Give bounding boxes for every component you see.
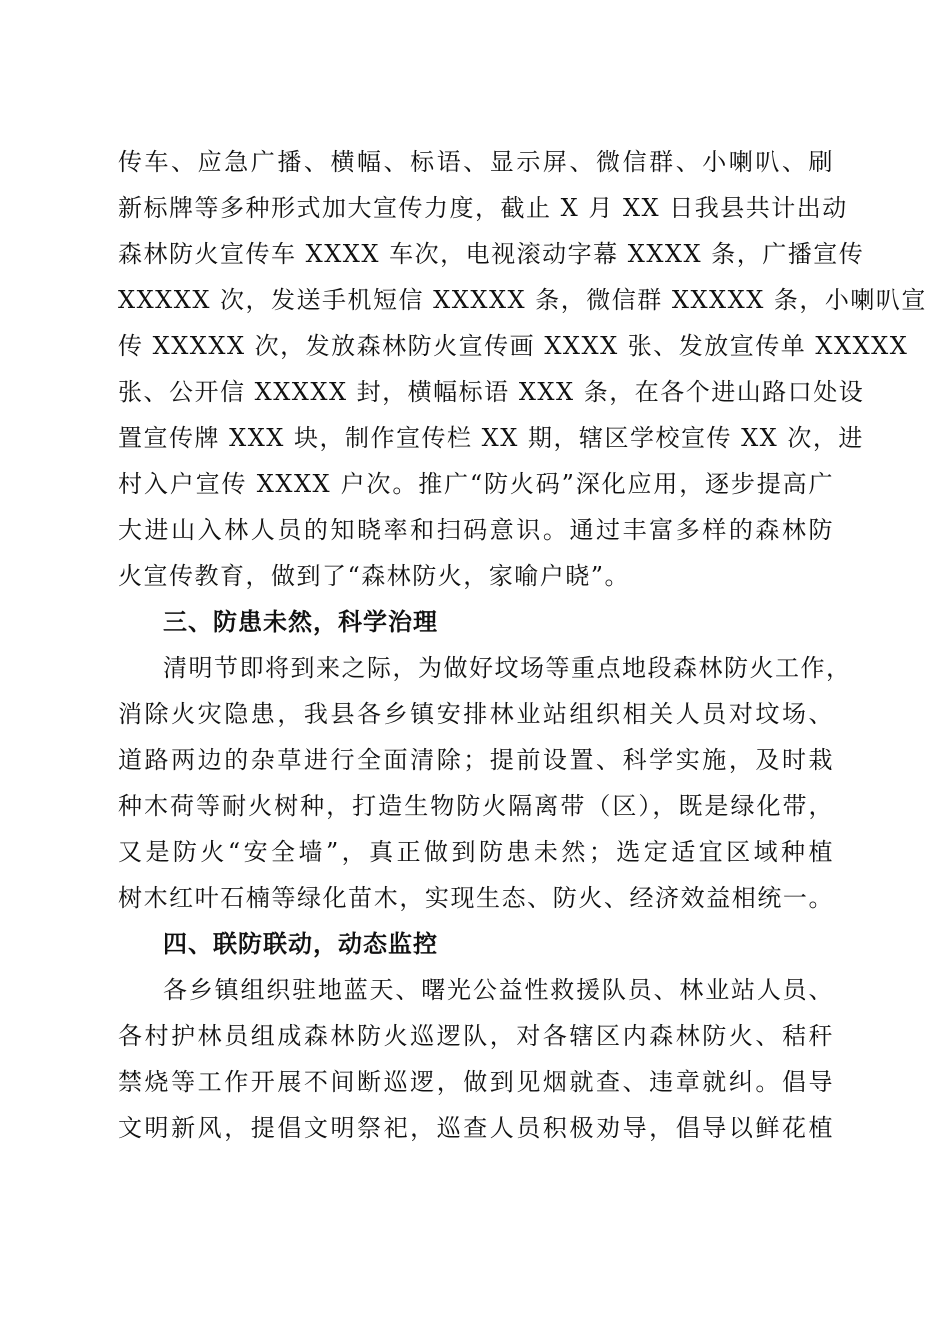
body-text-line: 道路两边的杂草进行全面清除；提前设置、科学实施，及时栽 [118, 746, 834, 774]
body-text-line: 传 XXXXX 次，发放森林防火宣传画 XXXX 张、发放宣传单 XXXXX [118, 332, 909, 360]
body-text-line: 村入户宣传 XXXX 户次。推广“防火码”深化应用，逐步提高广 [118, 470, 834, 498]
body-text-line: 张、公开信 XXXXX 封，横幅标语 XXX 条，在各个进山路口处设 [118, 378, 865, 406]
body-text-line: 火宣传教育，做到了“森林防火，家喻户晓”。 [118, 562, 631, 590]
body-text-line: 清明节即将到来之际，为做好坟场等重点地段森林防火工作， [163, 654, 852, 682]
body-text-line: 各村护林员组成森林防火巡逻队，对各辖区内森林防火、秸秆 [118, 1022, 834, 1050]
body-text-line: 树木红叶石楠等绿化苗木，实现生态、防火、经济效益相统一。 [118, 884, 834, 912]
body-text-line: 禁烧等工作开展不间断巡逻，做到见烟就查、违章就纠。倡导 [118, 1068, 834, 1096]
body-text-line: 各乡镇组织驻地蓝天、曙光公益性救援队员、林业站人员、 [163, 976, 834, 1004]
body-text-line: 消除火灾隐患，我县各乡镇安排林业站组织相关人员对坟场、 [118, 700, 834, 728]
body-text-line: 传车、应急广播、横幅、标语、显示屏、微信群、小喇叭、刷 [118, 148, 834, 176]
section-heading-4: 四、联防联动，动态监控 [163, 930, 438, 958]
body-text-line: 文明新风，提倡文明祭祀，巡查人员积极劝导，倡导以鲜花植 [118, 1114, 834, 1142]
body-text-line: 种木荷等耐火树种，打造生物防火隔离带（区），既是绿化带， [118, 792, 834, 820]
body-text-line: 新标牌等多种形式加大宣传力度，截止 X 月 XX 日我县共计出动 [118, 194, 848, 222]
section-heading-3: 三、防患未然，科学治理 [163, 608, 438, 636]
body-text-line: XXXXX 次，发送手机短信 XXXXX 条，微信群 XXXXX 条，小喇叭宣 [118, 286, 927, 314]
body-text-line: 森林防火宣传车 XXXX 车次，电视滚动字幕 XXXX 条，广播宣传 [118, 240, 865, 268]
body-text-line: 置宣传牌 XXX 块，制作宣传栏 XX 期，辖区学校宣传 XX 次，进 [118, 424, 864, 452]
body-text-line: 又是防火“安全墙”，真正做到防患未然；选定适宜区域种植 [118, 838, 834, 866]
body-text-line: 大进山入林人员的知晓率和扫码意识。通过丰富多样的森林防 [118, 516, 834, 544]
